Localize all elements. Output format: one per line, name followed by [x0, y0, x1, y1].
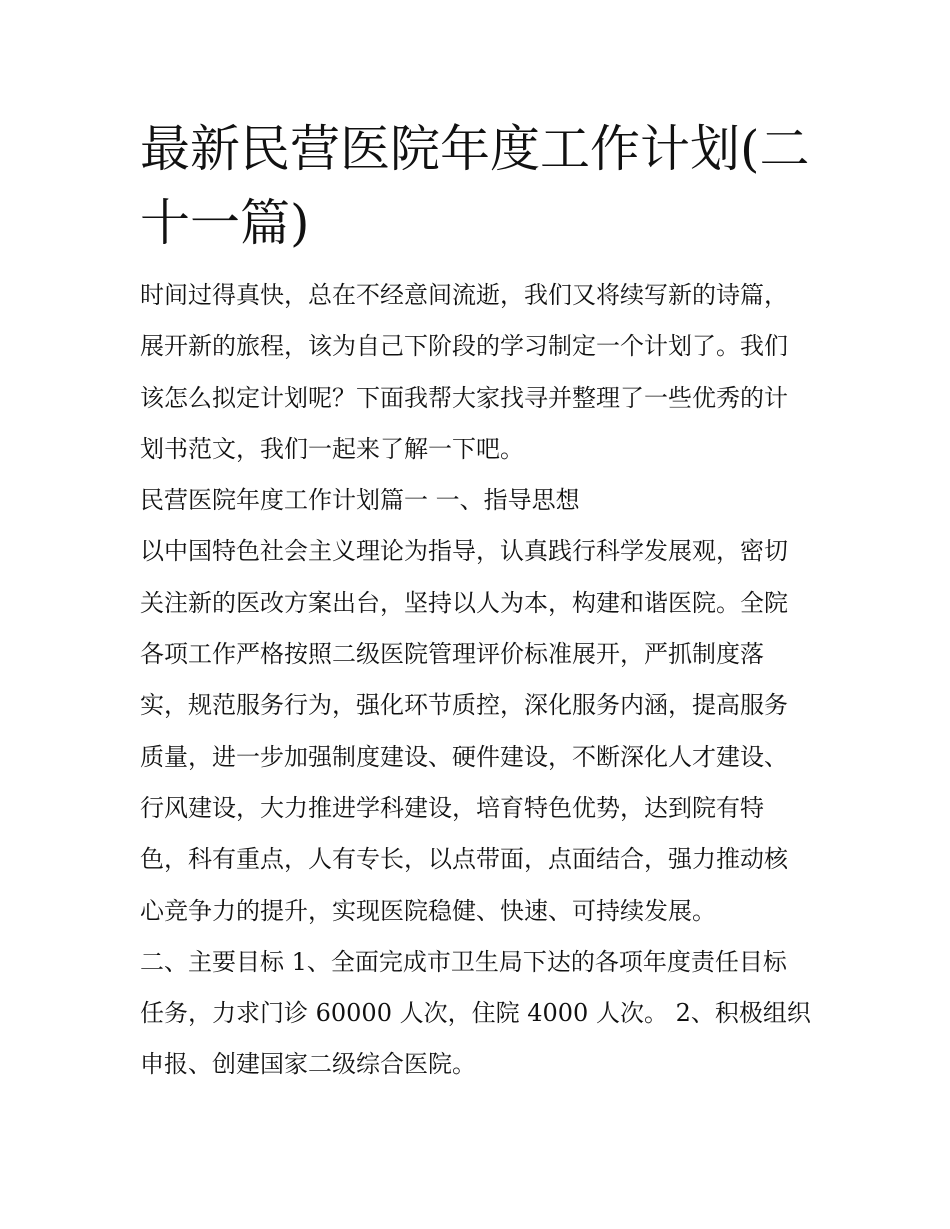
- paragraph-line: 心竞争力的提升，实现医院稳健、快速、可持续发展。: [140, 896, 716, 925]
- paragraph-line: 该怎么拟定计划呢？下面我帮大家找寻并整理了一些优秀的计: [140, 383, 788, 412]
- paragraph-line: 各项工作严格按照二级医院管理评价标准展开，严抓制度落: [140, 640, 764, 669]
- paragraph-line: 关注新的医改方案出台，坚持以人为本，构建和谐医院。全院: [140, 588, 788, 617]
- paragraph-line: 实，规范服务行为，强化环节质控，深化服务内涵，提高服务: [140, 691, 788, 720]
- paragraph-line: 划书范文，我们一起来了解一下吧。: [140, 434, 524, 463]
- title-line: 十一篇): [140, 194, 310, 252]
- paragraph-line: 以中国特色社会主义理论为指导，认真践行科学发展观，密切: [140, 537, 788, 566]
- paragraph-line: 任务，力求门诊 60000 人次，住院 4000 人次。 2、积极组织: [140, 999, 811, 1028]
- document-title: [140, 112, 815, 260]
- paragraph-line: 申报、创建国家二级综合医院。: [140, 1050, 476, 1079]
- document-page: [140, 112, 815, 1091]
- paragraph-line: 质量，进一步加强制度建设、硬件建设，不断深化人才建设、: [140, 742, 788, 771]
- paragraph-line: 时间过得真快，总在不经意间流逝，我们又将续写新的诗篇，: [140, 281, 788, 309]
- section-heading-line: 二、主要目标 1、全面完成市卫生局下达的各项年度责任目标: [140, 947, 787, 976]
- section-heading-line: 民营医院年度工作计划篇一 一、指导思想: [140, 486, 580, 515]
- paragraph-line: 色，科有重点，人有专长，以点带面，点面结合，强力推动核: [140, 845, 788, 874]
- paragraph-line: 行风建设，大力推进学科建设，培育特色优势，达到院有特: [140, 793, 764, 822]
- title-line: 最新民营医院年度工作计划(二: [140, 120, 810, 178]
- paragraph-line: 展开新的旅程，该为自己下阶段的学习制定一个计划了。我们: [140, 332, 788, 361]
- document-body: [140, 270, 815, 1091]
